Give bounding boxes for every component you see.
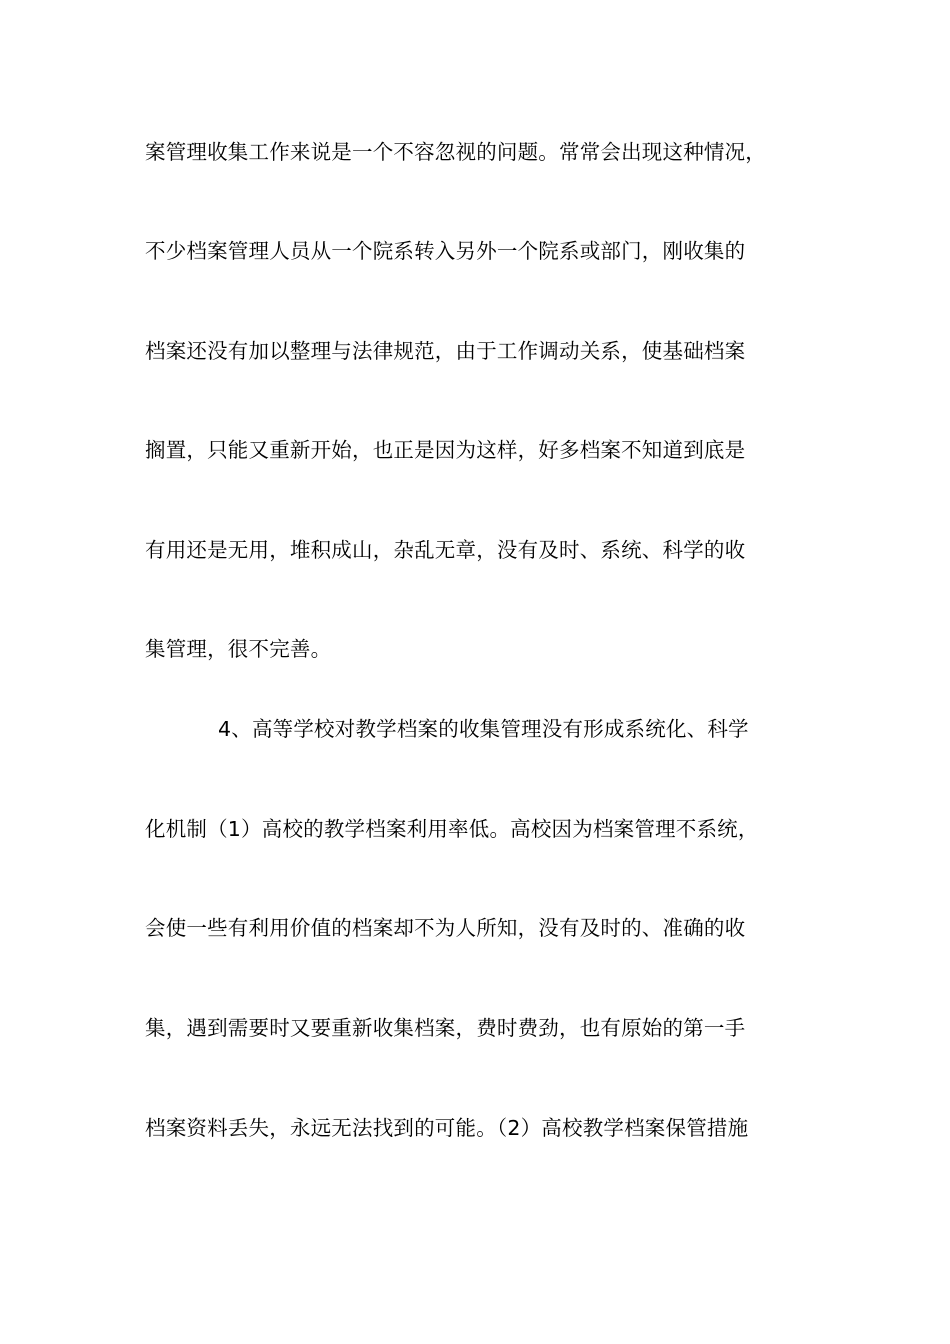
- paragraph-line-9: 集，遇到需要时又要重新收集档案，费时费劲，也有原始的第一手: [145, 1016, 746, 1040]
- paragraph-line-6: 集管理，很不完善。: [145, 637, 332, 661]
- paragraph-line-4: 搁置，只能又重新开始，也正是因为这样，好多档案不知道到底是: [145, 438, 746, 462]
- paragraph-line-8: 会使一些有利用价值的档案却不为人所知，没有及时的、准确的收: [145, 916, 746, 940]
- section-heading-line: 4、高等学校对教学档案的收集管理没有形成系统化、科学: [218, 717, 749, 741]
- paragraph-line-10: 档案资料丢失，永远无法找到的可能。（2）高校教学档案保管措施: [145, 1116, 749, 1140]
- paragraph-line-7: 化机制（1）高校的教学档案利用率低。高校因为档案管理不系统，: [145, 817, 759, 841]
- paragraph-line-3: 档案还没有加以整理与法律规范，由于工作调动关系，使基础档案: [145, 339, 746, 363]
- paragraph-line-1: 案管理收集工作来说是一个不容忽视的问题。常常会出现这种情况，: [145, 140, 766, 164]
- paragraph-line-2: 不少档案管理人员从一个院系转入另外一个院系或部门，刚收集的: [145, 239, 746, 263]
- paragraph-line-5: 有用还是无用，堆积成山，杂乱无章，没有及时、系统、科学的收: [145, 538, 746, 562]
